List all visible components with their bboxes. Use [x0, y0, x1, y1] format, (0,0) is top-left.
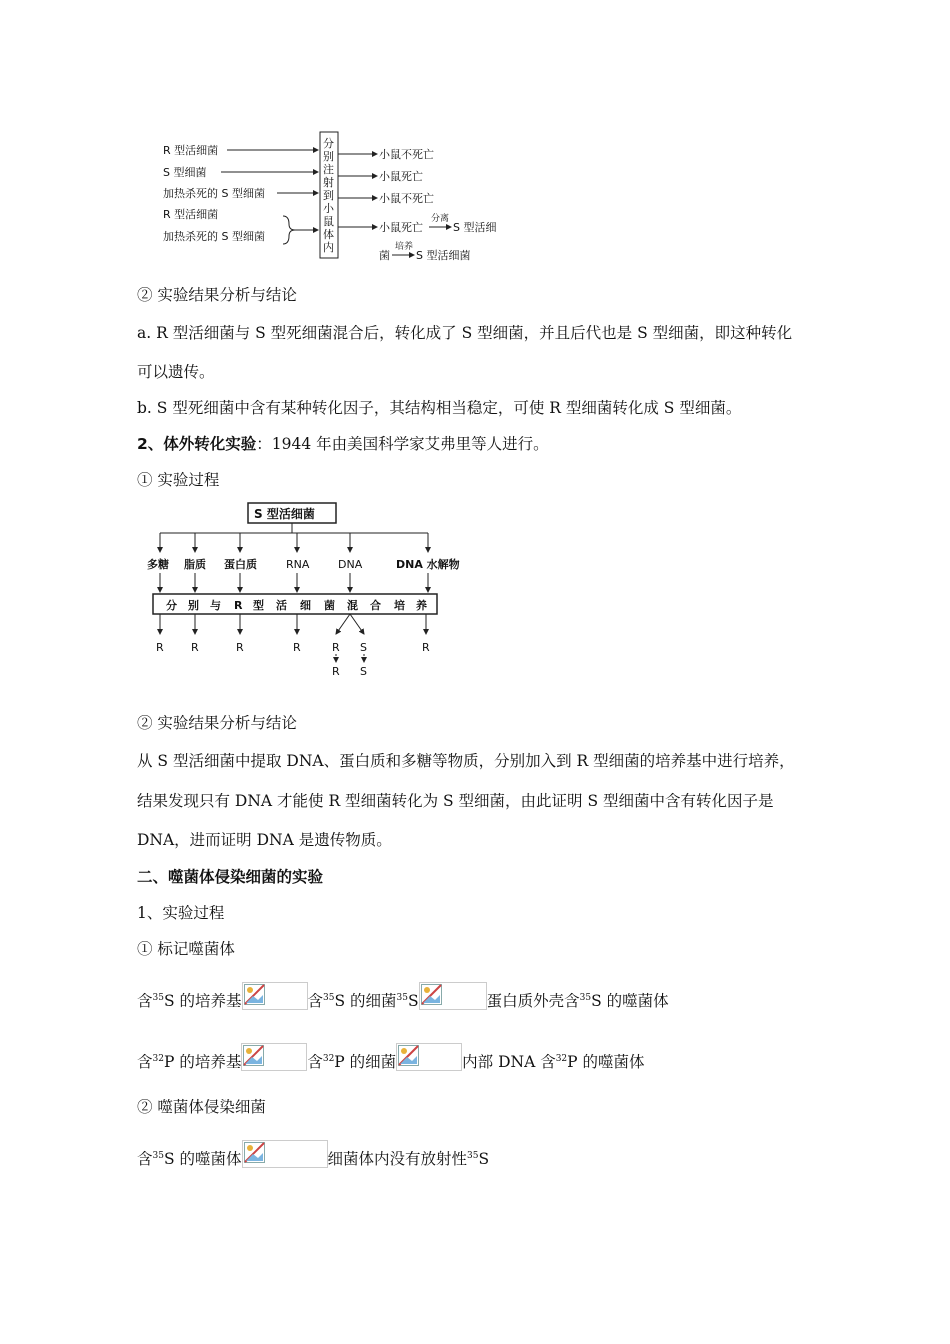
griffith-experiment-diagram: [155, 128, 525, 273]
section-title: 2、体外转化实验: [137, 435, 257, 453]
result-1: 小鼠不死亡: [379, 148, 434, 161]
svg-text:射: 射: [323, 176, 334, 189]
inject-column-label: [323, 136, 335, 254]
conclusion-a-line-2: 可以遗传。: [137, 363, 215, 381]
svg-text:注: 注: [323, 163, 334, 176]
avery-conclusion-line-2: 结果发现只有 DNA 才能使 R 型细菌转化为 S 型细菌，由此证明 S 型细菌中含有转化因子是: [137, 792, 774, 810]
svg-text:鼠: 鼠: [323, 215, 334, 228]
svg-text:别: 别: [188, 599, 199, 612]
svg-text:分: 分: [166, 599, 177, 612]
substance-dna: DNA: [338, 558, 363, 571]
culture-label: 培养: [395, 242, 414, 252]
result-dna-r: R: [332, 641, 340, 654]
section-heading-in-vitro: 2、体外转化实验：1944 年由美国科学家艾弗里等人进行。: [137, 435, 549, 453]
result-rna: R: [293, 641, 301, 654]
svg-text:活: 活: [276, 599, 287, 612]
phage-process-heading: 1、实验过程: [137, 904, 225, 922]
bottom-result: S 型活细菌: [416, 249, 471, 262]
avery-conclusion-line-1: 从 S 型活细菌中提取 DNA、蛋白质和多糖等物质，分别加入到 R 型细菌的培养基中进行培养，: [137, 752, 795, 770]
svg-text:分: 分: [323, 137, 334, 150]
result-3: 小鼠不死亡: [379, 192, 434, 205]
result-analysis-heading-1: ② 实验结果分析与结论: [137, 286, 297, 304]
broken-image-icon: [396, 1043, 462, 1071]
svg-text:体: 体: [323, 228, 334, 241]
result-hydrolysate: R: [422, 641, 430, 654]
svg-text:菌: 菌: [324, 599, 335, 612]
broken-image-icon: [241, 1043, 307, 1071]
result-5: S 型活细: [453, 221, 497, 234]
infection-row: 含$^{35}$S 的噬菌体 细菌体内没有放射性$^{35}$S: [137, 1140, 489, 1169]
s35-labeling-row: 含$^{35}$S 的培养基 含$^{35}$S 的细菌$^{35}$S 蛋白质外壳含$^{35}$S 的噬菌体: [137, 982, 669, 1011]
broken-image-icon: [242, 982, 308, 1010]
avery-experiment-diagram: [140, 500, 480, 680]
conclusion-a-line-1: a. R 型活细菌与 S 型死细菌混合后，转化成了 S 型细菌，并且后代也是 S 型细菌，即这种转化: [137, 324, 793, 342]
process-heading: ① 实验过程: [137, 471, 220, 489]
substance-lipid: 脂质: [184, 558, 206, 571]
p32-labeling-row: 含$^{32}$P 的培养基 含$^{32}$P 的细菌 内部 DNA 含$^{32}$P 的噬菌体: [137, 1043, 645, 1072]
second-row-s: S: [360, 665, 367, 678]
svg-text:混: 混: [347, 599, 358, 612]
svg-text:型: 型: [253, 599, 264, 612]
svg-text:培: 培: [394, 599, 405, 612]
result-polysaccharide: R: [156, 641, 164, 654]
broken-image-icon: [242, 1140, 328, 1168]
svg-text:养: 养: [416, 599, 427, 612]
result-protein: R: [236, 641, 244, 654]
left-item-5: 加热杀死的 S 型细菌: [163, 230, 265, 243]
left-item-2: S 型细菌: [163, 166, 207, 179]
result-analysis-heading-2: ② 实验结果分析与结论: [137, 714, 297, 732]
left-item-1: R 型活细菌: [163, 144, 219, 157]
infection-heading: ② 噬菌体侵染细菌: [137, 1098, 266, 1116]
conclusion-b: b. S 型死细菌中含有某种转化因子，其结构相当稳定，可使 R 型细菌转化成 S 型细菌。: [137, 399, 742, 417]
result-dna-s: S: [360, 641, 367, 654]
label-phage-heading: ① 标记噬菌体: [137, 940, 235, 958]
phage-section-heading: 二、噬菌体侵染细菌的实验: [137, 868, 324, 886]
second-row-r: R: [332, 665, 340, 678]
substance-protein: 蛋白质: [224, 558, 257, 571]
svg-text:到: 到: [323, 189, 334, 202]
substance-rna: RNA: [286, 558, 310, 571]
top-box-label: S 型活细菌: [254, 507, 315, 521]
avery-conclusion-line-3: DNA，进而证明 DNA 是遗传物质。: [137, 831, 392, 849]
result-4: 小鼠死亡: [379, 221, 423, 234]
svg-text:细: 细: [300, 599, 311, 612]
substance-polysaccharide: 多糖: [147, 558, 169, 571]
svg-text:R: R: [234, 599, 243, 612]
left-item-4: R 型活细菌: [163, 208, 219, 221]
svg-text:合: 合: [370, 599, 381, 612]
svg-text:与: 与: [210, 599, 221, 612]
broken-image-icon: [419, 982, 487, 1010]
left-item-3: 加热杀死的 S 型细菌: [163, 187, 265, 200]
svg-text:小: 小: [323, 202, 334, 215]
substance-dna-hydrolysate: DNA 水解物: [396, 558, 460, 571]
svg-text:别: 别: [323, 150, 334, 163]
bottom-prefix: 菌: [379, 249, 390, 262]
separate-label: 分离: [431, 214, 450, 224]
result-2: 小鼠死亡: [379, 170, 423, 183]
mix-culture-label: [166, 598, 427, 612]
result-lipid: R: [191, 641, 199, 654]
svg-text:内: 内: [323, 241, 334, 254]
